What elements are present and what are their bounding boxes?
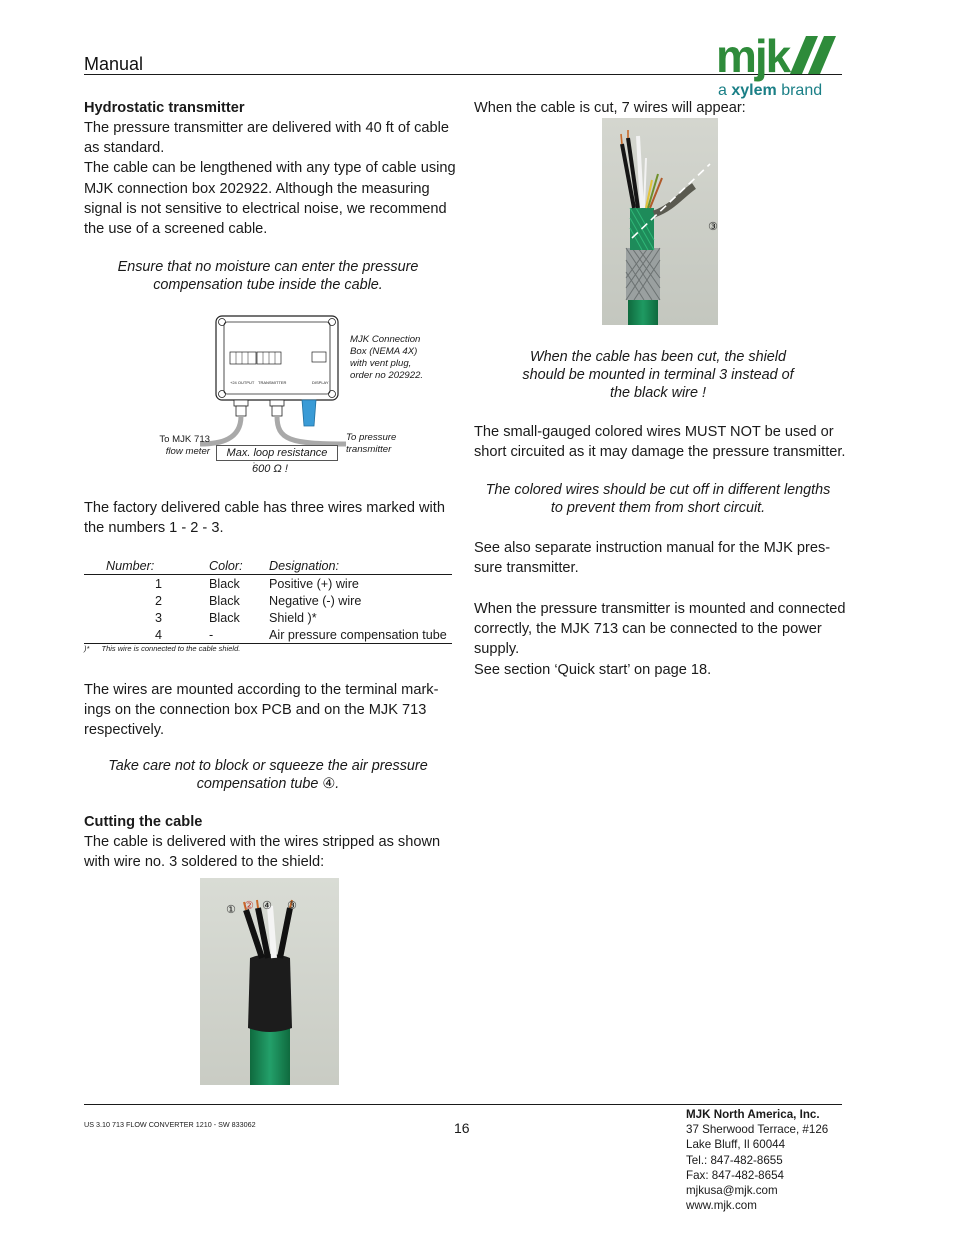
text-line: Box (NEMA 4X): [350, 346, 418, 357]
text-line: The wires are mounted according to the terminal mark-: [84, 682, 439, 698]
text-line: transmitter: [346, 444, 392, 455]
page-title: Manual: [84, 54, 144, 74]
table-cell: 3: [154, 610, 162, 625]
text-line: short circuited as it may damage the pressure transmitter.: [474, 444, 846, 461]
table-row: [84, 609, 452, 626]
table-cell: Black: [209, 576, 240, 591]
footnote-mark: )*: [84, 644, 90, 653]
wire-table-grid: [84, 557, 452, 644]
mounted-paragraph: [474, 599, 854, 680]
cut-cable-photo: [602, 118, 718, 325]
text-line: should be mounted in terminal 3 instead of: [522, 367, 794, 383]
text-line: the numbers 1 - 2 - 3.: [84, 520, 224, 537]
table-header-row: [84, 557, 452, 575]
squeeze-note: [84, 757, 452, 793]
colored-wires-note: [474, 481, 842, 517]
text-line: To pressure: [346, 432, 397, 443]
text-line: flow meter: [165, 446, 210, 457]
logo-wordmark: mjk: [716, 30, 790, 82]
to-mjk-label: [140, 434, 210, 458]
table-cell: 4: [154, 627, 162, 642]
text-line: The cable is delivered with the wires stripped as shown: [84, 834, 441, 850]
website-link[interactable]: www.mjk.com: [686, 1199, 757, 1213]
table-header: Designation:: [269, 558, 340, 573]
address-line: Fax: 847-482-8654: [686, 1168, 784, 1182]
page-number: 16: [454, 1120, 470, 1136]
cut-intro: When the cable is cut, 7 wires will appear:: [474, 100, 746, 116]
pcb-label-transmitter: TRANSMITTER: [258, 380, 287, 385]
text-line: ings on the connection box PCB and on the MJK 713: [84, 702, 427, 719]
text-line: signal is not sensitive to electrical noise, we recommend: [84, 200, 447, 217]
shield-note: [474, 348, 842, 402]
wire-table: [84, 557, 452, 653]
pcb-label-output: +24 OUTPUT: [230, 380, 255, 385]
text-line: The cable can be lengthened with any type of cable using: [84, 160, 456, 177]
email-link[interactable]: mjkusa@mjk.com: [686, 1184, 778, 1198]
text-line: respectively.: [84, 722, 165, 739]
table-cell: Air pressure compensation tube: [269, 627, 447, 642]
text-line: The small-gauged colored wires MUST NOT be used or: [474, 424, 834, 440]
cut-cable-image: [602, 118, 718, 325]
text-line: MJK Connection: [350, 334, 421, 345]
text-line: When the cable has been cut, the shield: [529, 349, 786, 365]
doc-code: US 3.10 713 FLOW CONVERTER 1210 - SW 833062: [84, 1120, 256, 1129]
table-cell: 2: [154, 593, 162, 608]
footer-rule: [84, 1104, 842, 1105]
photo-label-1: ①: [226, 904, 236, 916]
heading-hydrostatic: Hydrostatic transmitter: [84, 100, 245, 116]
table-cell: Negative (-) wire: [269, 593, 362, 608]
table-row: [84, 575, 452, 593]
table-cell: -: [209, 627, 214, 642]
text-line: See also separate instruction manual for the MJK pres-: [474, 540, 831, 556]
box-caption: [350, 334, 423, 382]
text-line: When the pressure transmitter is mounted and connected: [474, 601, 846, 617]
text-line: Ensure that no moisture can enter the pressure: [117, 259, 419, 275]
table-cell: Black: [209, 610, 240, 625]
table-cell: Shield )*: [269, 610, 317, 625]
company-name: MJK North America, Inc.: [686, 1108, 820, 1121]
table-cell: 1: [154, 576, 162, 591]
cut-photo-label-3: ③: [708, 221, 718, 233]
text-line: with wire no. 3 soldered to the shield:: [84, 854, 325, 871]
text-line: sure transmitter.: [474, 560, 579, 577]
text-line: order no 202922.: [350, 370, 424, 381]
text-line: to prevent them from short circuit.: [550, 500, 766, 516]
cutting-paragraph: [84, 832, 464, 872]
table-cell: Positive (+) wire: [269, 576, 359, 591]
text-line: as standard.: [84, 140, 165, 157]
pcb-label-display: DISPLAY: [312, 380, 329, 385]
photo-label-4: ④: [262, 900, 272, 912]
loop-resistance-value: 600 Ω !: [252, 463, 288, 475]
table-header: Number:: [106, 558, 155, 573]
brand-prefix: a: [718, 82, 727, 99]
see-also-paragraph: [474, 538, 854, 578]
text-line: The factory delivered cable has three wires marked with: [84, 500, 445, 516]
text-line: To MJK 713: [159, 434, 210, 445]
moisture-note: [84, 258, 452, 294]
photo-label-3: ③: [287, 900, 297, 912]
factory-paragraph: [84, 498, 464, 538]
text-line: the black wire !: [610, 385, 706, 401]
text-line: supply.: [474, 641, 520, 658]
table-row: [84, 626, 452, 644]
table-header: Color:: [209, 558, 243, 573]
text-line: correctly, the MJK 713 can be connected to the power: [474, 621, 822, 638]
photo-label-2: ②: [244, 900, 254, 912]
text-line: the use of a screened cable.: [84, 221, 268, 238]
text-line: MJK connection box 202922. Although the measuring: [84, 180, 430, 197]
text-line: The pressure transmitter are delivered with 40 ft of cable: [84, 120, 450, 136]
table-cell: Black: [209, 593, 240, 608]
heading-cutting: Cutting the cable: [84, 814, 203, 830]
table-footnote: [84, 644, 452, 653]
to-pressure-label: [346, 432, 396, 456]
wires-mounted-paragraph: [84, 680, 464, 741]
text-line: The colored wires should be cut off in different lengths: [485, 482, 831, 498]
table-row: [84, 592, 452, 609]
loop-resistance-label: Max. loop resistance: [216, 445, 338, 461]
brand-suffix: brand: [781, 82, 823, 99]
footnote-text: This wire is connected to the cable shield.: [101, 644, 241, 653]
address-line: 37 Sherwood Terrace, #126: [686, 1123, 829, 1137]
address-line: Tel.: 847-482-8655: [686, 1153, 783, 1167]
intro-paragraph: [84, 118, 464, 239]
brand-name: xylem: [731, 82, 777, 99]
text-line: Take care not to block or squeeze the air pressure: [108, 758, 428, 774]
address-line: Lake Bluff, Il 60044: [686, 1138, 786, 1152]
small-wires-paragraph: [474, 422, 854, 462]
text-line: with vent plug,: [350, 358, 412, 369]
text-line: See section ‘Quick start’ on page 18.: [474, 661, 712, 678]
text-line: compensation tube inside the cable.: [153, 277, 383, 293]
text-line: compensation tube ④.: [196, 776, 340, 792]
company-address: [686, 1107, 828, 1213]
